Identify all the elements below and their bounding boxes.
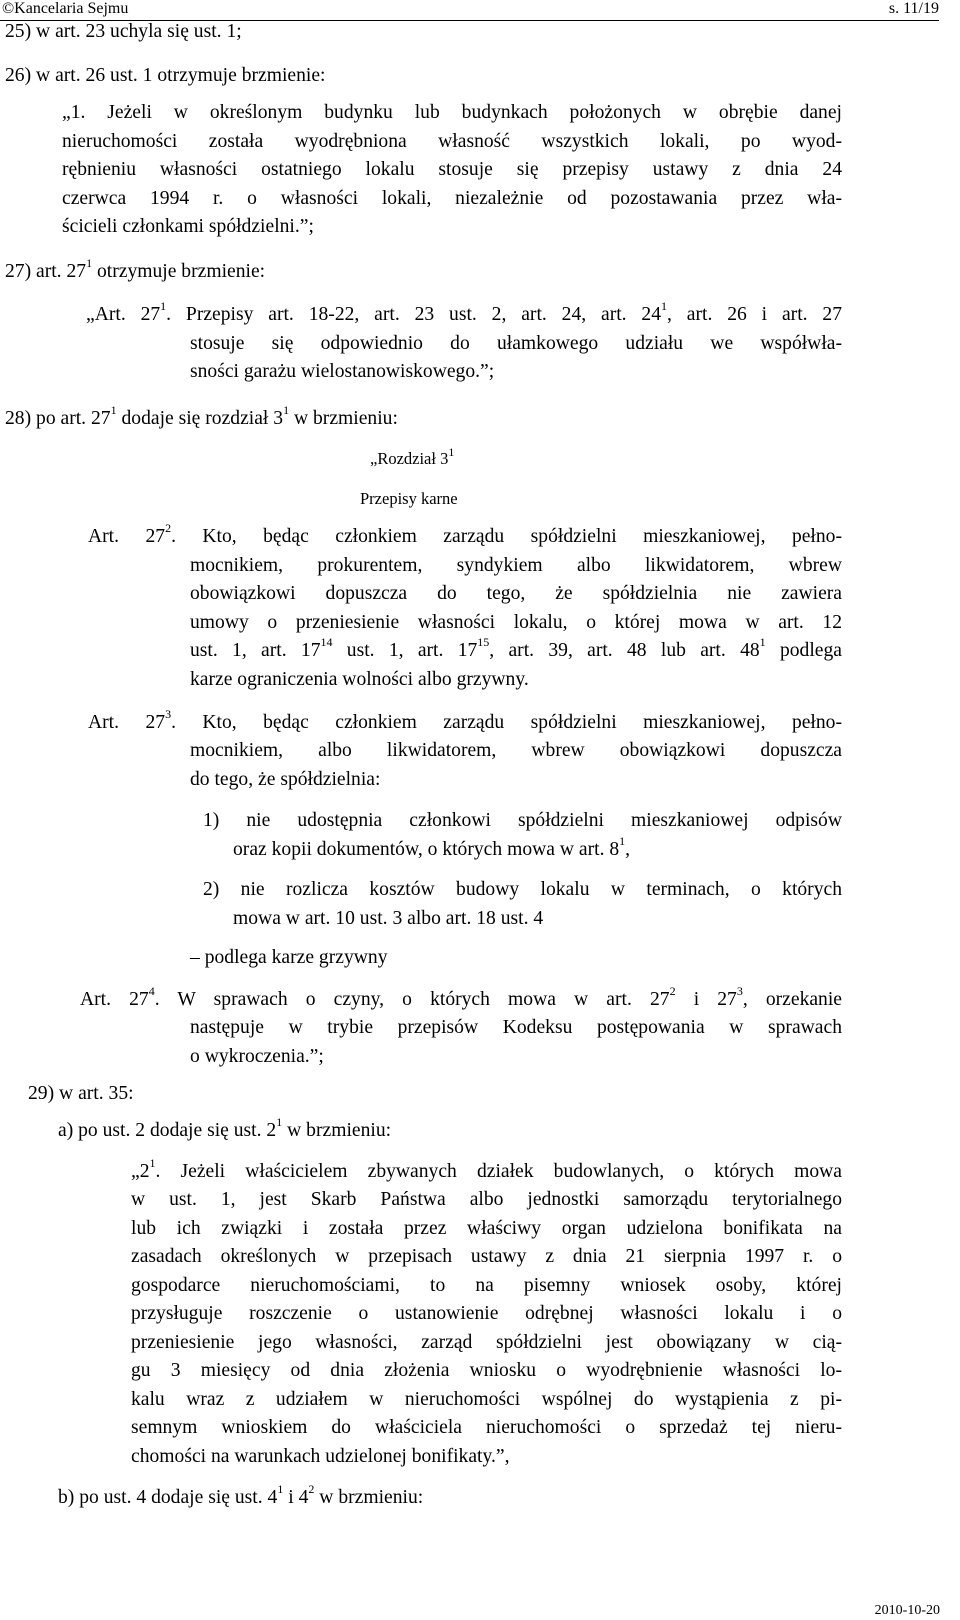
superscript: 14 bbox=[320, 635, 333, 650]
text-line bbox=[190, 1047, 324, 1067]
text-run: . Kto, będąc członkiem zarządu spółdzielni mieszkaniowej, pełno- bbox=[171, 712, 842, 733]
text-run: 25) w art. 23 uchyla się ust. 1; bbox=[5, 21, 242, 42]
text-run: . Kto, będąc członkiem zarządu spółdzielni mieszkaniowej, pełno- bbox=[171, 526, 842, 547]
text-line bbox=[190, 1018, 842, 1038]
text-run: 29) w art. 35: bbox=[28, 1083, 134, 1104]
superscript: 2 bbox=[165, 521, 172, 536]
superscript: 2 bbox=[308, 1482, 315, 1497]
text-line bbox=[131, 1333, 842, 1353]
text-line bbox=[88, 521, 842, 547]
text-run: oraz kopii dokumentów, o których mowa w art. 8 bbox=[233, 839, 620, 860]
text-run: Przepisy karne bbox=[360, 489, 458, 508]
text-line bbox=[203, 880, 842, 900]
text-line bbox=[190, 948, 388, 968]
superscript: 1 bbox=[759, 635, 766, 650]
text-run: „2 bbox=[131, 1161, 150, 1182]
text-run: o wykroczenia.”; bbox=[190, 1046, 324, 1067]
text-run: rębnieniu własności ostatniego lokalu stosuje się przepisy ustawy z dnia 24 bbox=[62, 159, 842, 180]
text-run: 2) nie rozlicza kosztów budowy lokalu w terminach, o których bbox=[203, 879, 842, 900]
text-run: , art. 26 i art. 27 bbox=[667, 304, 842, 325]
superscript: 1 bbox=[110, 403, 117, 418]
text-line bbox=[190, 670, 529, 690]
text-line bbox=[5, 22, 242, 42]
text-line bbox=[203, 811, 842, 831]
superscript: 4 bbox=[148, 984, 155, 999]
text-run: w ust. 1, jest Skarb Państwa albo jednostki samorządu terytorialnego bbox=[131, 1189, 842, 1210]
text-line bbox=[190, 334, 842, 354]
text-run: . Jeżeli właścicielem zbywanych działek budowlanych, o których mowa bbox=[155, 1161, 842, 1182]
text-run: 1) nie udostępnia członkowi spółdzielni mieszkaniowej odpisów bbox=[203, 810, 842, 831]
superscript: 1 bbox=[86, 256, 93, 271]
text-line bbox=[190, 362, 494, 382]
header-source: ©Kancelaria Sejmu bbox=[2, 0, 129, 17]
text-run: otrzymuje brzmienie: bbox=[92, 261, 266, 282]
text-run: nieruchomości została wyodrębniona własność wszystkich lokali, po wyod- bbox=[62, 131, 842, 152]
text-run: ust. 1, art. 17 bbox=[332, 640, 478, 661]
text-run: w brzmieniu: bbox=[289, 408, 398, 429]
text-line bbox=[190, 635, 842, 661]
superscript: 1 bbox=[448, 444, 455, 459]
text-run: 27) art. 27 bbox=[5, 261, 87, 282]
superscript: 15 bbox=[477, 635, 490, 650]
text-run: do tego, że spółdzielnia: bbox=[190, 769, 381, 790]
text-run: i 4 bbox=[283, 1487, 309, 1508]
text-run: w brzmieniu: bbox=[282, 1120, 392, 1141]
text-line bbox=[5, 256, 266, 282]
text-run: w brzmieniu: bbox=[314, 1487, 424, 1508]
text-run: Art. 27 bbox=[88, 526, 166, 547]
text-run: Art. 27 bbox=[80, 989, 149, 1010]
text-line bbox=[88, 707, 842, 733]
text-run: gu 3 miesięcy od dnia złożenia wniosku o wyodrębnienie własności lo- bbox=[131, 1360, 842, 1381]
text-line bbox=[131, 1156, 842, 1182]
text-run: stosuje się odpowiednio do ułamkowego udziału we współwła- bbox=[190, 333, 842, 354]
text-line bbox=[131, 1390, 842, 1410]
text-line bbox=[131, 1304, 842, 1324]
text-run: 26) w art. 26 ust. 1 otrzymuje brzmienie: bbox=[5, 65, 326, 86]
text-run: ust. 1, art. 17 bbox=[190, 640, 321, 661]
text-run: a) po ust. 2 dodaje się ust. 2 bbox=[58, 1120, 277, 1141]
text-run: ścicieli członkami spółdzielni.”; bbox=[62, 216, 314, 237]
text-line bbox=[370, 444, 455, 468]
text-run: . Przepisy art. 18-22, art. 23 ust. 2, art. 24, art. 24 bbox=[166, 304, 662, 325]
text-run: dodaje się rozdział 3 bbox=[116, 408, 284, 429]
text-run: Art. 27 bbox=[88, 712, 166, 733]
header-page-number: s. 11/19 bbox=[888, 0, 939, 17]
text-run: następuje w trybie przepisów Kodeksu postępowania w sprawach bbox=[190, 1017, 842, 1038]
text-line bbox=[131, 1447, 510, 1467]
text-run: przysługuje roszczenie o ustanowienie odrębnej własności lokalu i o bbox=[131, 1303, 842, 1324]
text-line bbox=[5, 403, 398, 429]
text-run: , art. 39, art. 48 lub art. 48 bbox=[489, 640, 760, 661]
text-run: chomości na warunkach udzielonej bonifikaty.”, bbox=[131, 1446, 510, 1467]
text-line bbox=[233, 834, 631, 860]
footer-date: 2010-10-20 bbox=[874, 1603, 940, 1618]
text-run: mocnikiem, albo likwidatorem, wbrew obowiązkowi dopuszcza bbox=[190, 740, 842, 761]
text-line bbox=[131, 1219, 842, 1239]
text-line bbox=[360, 491, 458, 508]
superscript: 3 bbox=[165, 707, 172, 722]
text-run: gospodarce nieruchomościami, to na pisemny wniosek osoby, której bbox=[131, 1275, 842, 1296]
text-line bbox=[190, 556, 842, 576]
text-run: przeniesienie jego własności, zarząd spółdzielni jest obowiązany w cią- bbox=[131, 1332, 842, 1353]
text-line bbox=[86, 299, 842, 325]
superscript: 1 bbox=[619, 834, 626, 849]
text-line bbox=[58, 1482, 424, 1508]
text-run: obowiązkowi dopuszcza do tego, że spółdzielnia nie zawiera bbox=[190, 583, 842, 604]
superscript: 1 bbox=[277, 1482, 284, 1497]
text-run: „Rozdział 3 bbox=[370, 449, 449, 468]
text-line bbox=[62, 217, 314, 237]
text-line bbox=[131, 1247, 842, 1267]
text-run: b) po ust. 4 dodaje się ust. 4 bbox=[58, 1487, 278, 1508]
text-line bbox=[62, 189, 842, 209]
text-run: , orzekanie bbox=[742, 989, 842, 1010]
text-line bbox=[131, 1418, 842, 1438]
text-run: 28) po art. 27 bbox=[5, 408, 111, 429]
superscript: 1 bbox=[283, 403, 290, 418]
text-line bbox=[80, 984, 842, 1010]
text-run: sności garażu wielostanowiskowego.”; bbox=[190, 361, 495, 382]
text-line bbox=[233, 909, 543, 929]
text-line bbox=[190, 613, 842, 633]
page-header bbox=[0, 0, 939, 21]
text-line bbox=[131, 1361, 842, 1381]
text-run: mowa w art. 10 ust. 3 albo art. 18 ust. 4 bbox=[233, 908, 544, 929]
superscript: 1 bbox=[160, 299, 167, 314]
text-run: zasadach określonych w przepisach ustawy z dnia 21 sierpnia 1997 r. o bbox=[131, 1246, 842, 1267]
text-run: semnym wnioskiem do właściciela nieruchomości o sprzedaż tej nieru- bbox=[131, 1417, 842, 1438]
superscript: 2 bbox=[669, 984, 676, 999]
text-run: „Art. 27 bbox=[86, 304, 161, 325]
text-run: czerwca 1994 r. o własności lokali, niezależnie od pozostawania przez wła- bbox=[62, 188, 842, 209]
superscript: 1 bbox=[276, 1115, 283, 1130]
text-run: , bbox=[625, 839, 631, 860]
text-line bbox=[190, 584, 842, 604]
text-line bbox=[62, 103, 842, 123]
text-run: karze ograniczenia wolności albo grzywny. bbox=[190, 669, 529, 690]
text-line bbox=[131, 1190, 842, 1210]
text-run: „1. Jeżeli w określonym budynku lub budynkach położonych w obrębie danej bbox=[62, 102, 842, 123]
text-line bbox=[190, 770, 380, 790]
text-line bbox=[62, 160, 842, 180]
text-run: . W sprawach o czyny, o których mowa w art. 27 bbox=[154, 989, 670, 1010]
text-line bbox=[131, 1276, 842, 1296]
text-run: kalu wraz z udziałem w nieruchomości wspólnej do wystąpienia z pi- bbox=[131, 1389, 842, 1410]
superscript: 3 bbox=[736, 984, 743, 999]
superscript: 1 bbox=[661, 299, 668, 314]
text-line bbox=[58, 1115, 392, 1141]
text-line bbox=[190, 741, 842, 761]
text-line bbox=[62, 132, 842, 152]
text-run: umowy o przeniesienie własności lokalu, o której mowa w art. 12 bbox=[190, 612, 842, 633]
text-line bbox=[28, 1084, 134, 1104]
text-run: i 27 bbox=[675, 989, 737, 1010]
text-run: lub ich związki i została przez właściwy organ udzielona bonifikata na bbox=[131, 1218, 842, 1239]
text-run: – podlega karze grzywny bbox=[190, 947, 388, 968]
text-line bbox=[5, 66, 326, 86]
text-run: podlega bbox=[765, 640, 842, 661]
text-run: mocnikiem, prokurentem, syndykiem albo likwidatorem, wbrew bbox=[190, 555, 842, 576]
superscript: 1 bbox=[149, 1156, 156, 1171]
